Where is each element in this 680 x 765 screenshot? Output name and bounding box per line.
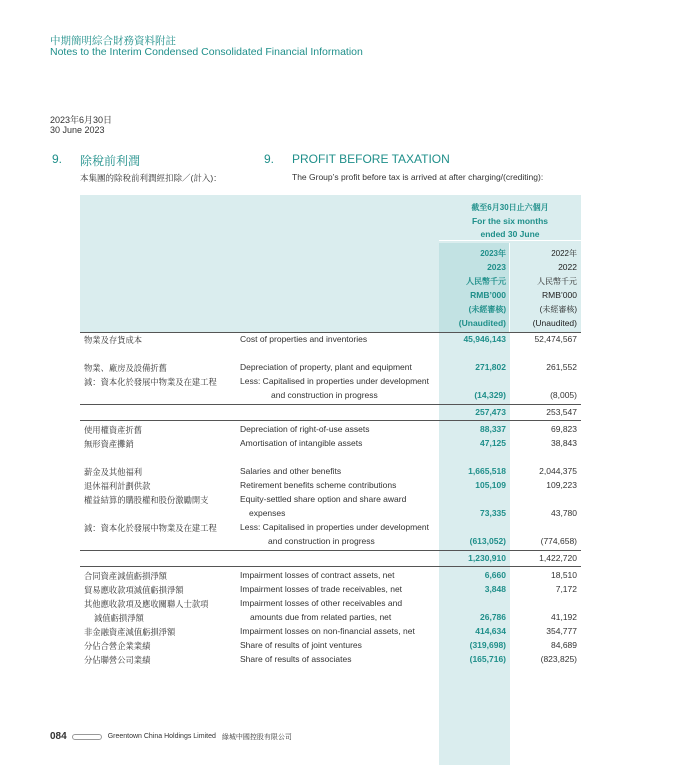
subtotal-rule xyxy=(80,404,581,405)
value-2022: 7,172 xyxy=(555,584,577,594)
row-en: Retirement benefits scheme contributions xyxy=(240,480,397,490)
value-2023: 26,786 xyxy=(480,612,506,622)
period-en-2: ended 30 June xyxy=(480,229,540,239)
value-2022: (774,658) xyxy=(540,536,577,546)
row-zh: 薪金及其他福利 xyxy=(84,467,143,477)
value-2023: 45,946,143 xyxy=(463,334,506,344)
value-2023: 47,125 xyxy=(480,438,506,448)
col1-status-en: (Unaudited) xyxy=(458,318,506,328)
row-zh: 無形資產攤銷 xyxy=(84,439,134,449)
col1-unit-en: RMB’000 xyxy=(470,290,506,300)
header-title-zh: 中期簡明綜合財務資料附註 xyxy=(50,35,176,47)
row-en: and construction in progress xyxy=(271,390,378,400)
row-zh: 分佔合營企業業績 xyxy=(84,641,151,651)
section-number-zh: 9. xyxy=(52,152,63,166)
value-2022: 354,777 xyxy=(546,626,577,636)
row-en: Less: Capitalised in properties under development xyxy=(240,376,430,386)
col2-status-en: (Unaudited) xyxy=(532,318,577,328)
row-en: Impairment losses on non-financial assets, net xyxy=(240,626,415,636)
footer-company-zh: 綠城中國控股有限公司 xyxy=(221,733,292,741)
value-2023: (613,052) xyxy=(469,536,506,546)
col2-year: 2022 xyxy=(558,262,577,272)
date-zh: 2023年6月30日 xyxy=(50,115,113,125)
row-zh: 使用權資產折舊 xyxy=(84,425,143,435)
value-2023: (14,329) xyxy=(474,390,506,400)
subtotal-2022: 1,422,720 xyxy=(539,553,577,563)
row-en: Depreciation of right-of-use assets xyxy=(240,424,370,434)
value-2022: 52,474,567 xyxy=(534,334,577,344)
value-2023: 105,109 xyxy=(475,480,506,490)
value-2022: (8,005) xyxy=(550,390,577,400)
page-footer xyxy=(50,731,292,742)
value-2022: 84,689 xyxy=(551,640,577,650)
col1-year: 2023 xyxy=(487,262,506,272)
period-zh: 截至6月30日止六個月 xyxy=(471,203,549,212)
value-2023: 271,802 xyxy=(475,362,506,372)
value-2023: (165,716) xyxy=(469,654,506,664)
value-2023: 6,660 xyxy=(484,570,506,580)
row-zh: 物業、廠房及設備折舊 xyxy=(84,363,167,373)
value-2023: 88,337 xyxy=(480,424,506,434)
subtotal-2023: 1,230,910 xyxy=(468,553,506,563)
row-en: Impairment losses of trade receivables, net xyxy=(240,584,403,594)
row-en: Share of results of joint ventures xyxy=(240,640,362,650)
subtotal-2022: 253,547 xyxy=(546,407,577,417)
section-intro-zh: 本集團的除稅前利潤經扣除／(計入)： xyxy=(80,173,222,183)
value-2023: 1,665,518 xyxy=(468,466,506,476)
row-en: expenses xyxy=(249,508,286,518)
header-title-en: Notes to the Interim Condensed Consolidated Financial Information xyxy=(50,46,363,58)
header-bottom-rule xyxy=(80,332,581,333)
row-en: amounts due from related parties, net xyxy=(250,612,392,622)
row-zh: 權益結算的購股權和股份激勵開支 xyxy=(84,495,209,505)
col2-unit-zh: 人民幣千元 xyxy=(537,277,577,286)
value-2022: 43,780 xyxy=(551,508,577,518)
row-en: Equity-settled share option and share award xyxy=(240,494,407,504)
section-intro-en: The Group’s profit before tax is arrived at after charging/(crediting): xyxy=(292,172,544,182)
subtotal-2023: 257,473 xyxy=(475,407,506,417)
row-en: Share of results of associates xyxy=(240,654,352,664)
row-zh: 貿易應收款項減值虧損淨額 xyxy=(84,585,184,595)
subtotal-bottom-rule xyxy=(80,566,581,567)
value-2022: 41,192 xyxy=(551,612,577,622)
value-2023: (319,698) xyxy=(469,640,506,650)
row-en: Impairment losses of other receivables and xyxy=(240,598,403,608)
period-en-1: For the six months xyxy=(471,216,549,226)
col2-year-zh: 2022年 xyxy=(551,249,577,258)
row-en: Salaries and other benefits xyxy=(240,466,342,476)
row-zh: 其他應收款項及應收關聯人士款項 xyxy=(84,599,209,609)
col1-year-zh: 2023年 xyxy=(480,249,506,258)
row-zh: 分佔聯營公司業績 xyxy=(84,655,151,665)
col1-status-zh: (未經審核) xyxy=(468,305,506,314)
row-zh: 減：資本化於發展中物業及在建工程 xyxy=(84,523,217,533)
value-2022: 18,510 xyxy=(551,570,577,580)
date-en: 30 June 2023 xyxy=(50,125,105,135)
value-2022: 109,223 xyxy=(546,480,577,490)
row-en: Depreciation of property, plant and equipment xyxy=(240,362,412,372)
row-en: Less: Capitalised in properties under development xyxy=(240,522,430,532)
col1-unit-zh: 人民幣千元 xyxy=(466,277,506,286)
row-zh: 退休福利計劃供款 xyxy=(84,481,151,491)
footer-pill-decoration xyxy=(72,734,102,740)
section-title-en: PROFIT BEFORE TAXATION xyxy=(292,152,450,166)
row-en: Impairment losses of contract assets, net xyxy=(240,570,395,580)
value-2022: 69,823 xyxy=(551,424,577,434)
value-2023: 3,848 xyxy=(484,584,506,594)
row-zh: 減值虧損淨額 xyxy=(94,613,144,623)
value-2023: 414,634 xyxy=(475,626,506,636)
page-number: 084 xyxy=(50,731,67,742)
col2-unit-en: RMB’000 xyxy=(542,290,577,300)
row-zh: 物業及存貨成本 xyxy=(84,335,143,345)
section-number-en: 9. xyxy=(264,152,275,166)
col2-status-zh: (未經審核) xyxy=(539,305,577,314)
row-en: Amortisation of intangible assets xyxy=(240,438,363,448)
value-2022: 261,552 xyxy=(546,362,577,372)
row-en: Cost of properties and inventories xyxy=(240,334,368,344)
footer-company-en: Greentown China Holdings Limited xyxy=(107,733,216,740)
value-2022: (823,825) xyxy=(540,654,577,664)
subtotal-bottom-rule xyxy=(80,420,581,421)
row-en: and construction in progress xyxy=(268,536,375,546)
value-2022: 2,044,375 xyxy=(539,466,577,476)
row-zh: 減：資本化於發展中物業及在建工程 xyxy=(84,377,217,387)
row-zh: 合同資產減值虧損淨額 xyxy=(84,571,167,581)
value-2022: 38,843 xyxy=(551,438,577,448)
subtotal-rule xyxy=(80,550,581,551)
section-title-zh: 除稅前利潤 xyxy=(80,154,141,168)
row-zh: 非金融資產減值虧損淨額 xyxy=(84,627,176,637)
header-divider xyxy=(439,240,581,241)
value-2023: 73,335 xyxy=(480,508,506,518)
